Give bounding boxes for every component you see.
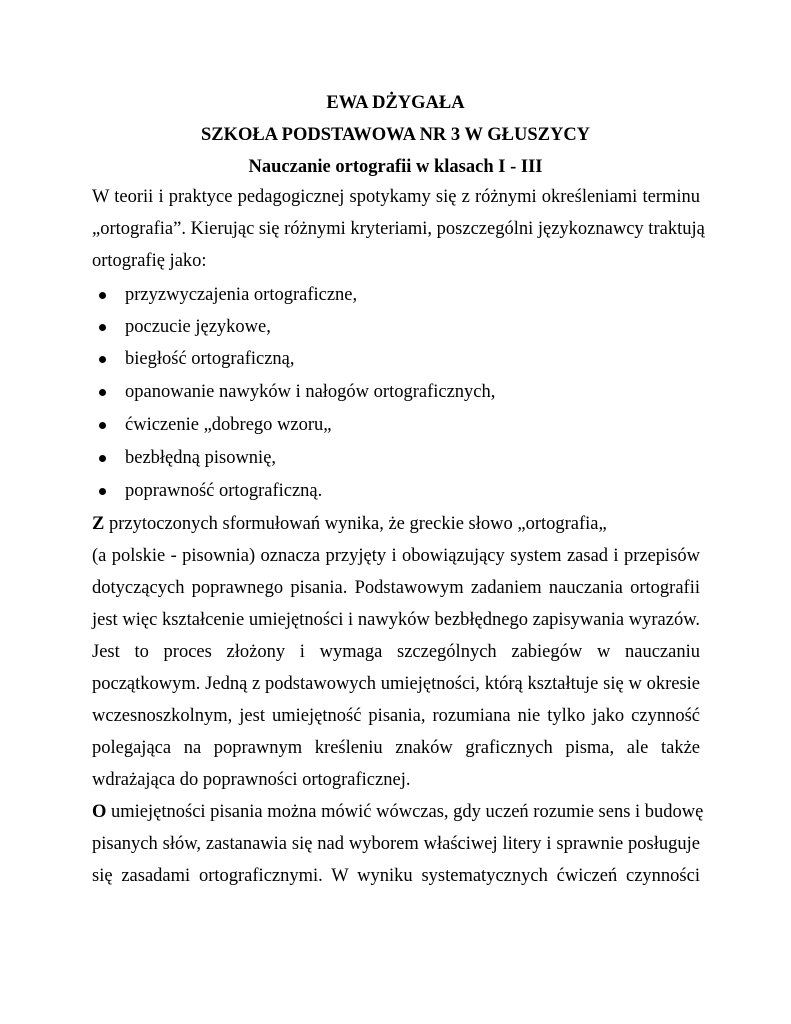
paragraph-2-line: pisanych słów, zastanawia się nad wyborem właściwej litery i sprawnie posługuje bbox=[92, 834, 700, 854]
intro-line-2: „ortografia”. Kierując się różnymi kryteriami, poszczególni językoznawcy traktują bbox=[92, 219, 705, 239]
intro-line-3: ortografię jako: bbox=[92, 251, 207, 271]
bullet-icon bbox=[99, 422, 106, 429]
list-item-text: poczucie językowe, bbox=[125, 317, 271, 337]
list-item-text: ćwiczenie „dobrego wzoru„ bbox=[125, 415, 332, 435]
list-item-text: przyzwyczajenia ortograficzne, bbox=[125, 285, 358, 305]
paragraph-2-first-line bbox=[92, 801, 704, 823]
paragraph-1-line: wczesnoszkolnym, jest umiejętność pisania, rozumiana nie tylko jako czynność bbox=[92, 706, 700, 726]
paragraph-1-line: początkowym. Jedną z podstawowych umiejętności, którą kształtuje się w okresie bbox=[92, 674, 700, 694]
bullet-icon bbox=[99, 455, 106, 462]
list-item-text: biegłość ortograficzną, bbox=[125, 349, 295, 369]
bullet-icon bbox=[99, 488, 106, 495]
paragraph-1-initial: Z bbox=[92, 514, 105, 534]
paragraph-1-line: (a polskie - pisownia) oznacza przyjęty i obowiązujący system zasad i przepisów bbox=[92, 546, 700, 566]
paragraph-2-first-text: umiejętności pisania można mówić wówczas, gdy uczeń rozumie sens i budowę bbox=[106, 802, 704, 822]
paragraph-2-initial: O bbox=[92, 802, 107, 822]
list-item-text: bezbłędną pisownię, bbox=[125, 448, 277, 468]
paragraph-1-first-line bbox=[92, 513, 700, 535]
paragraph-1-line: dotyczących poprawnego pisania. Podstawowym zadaniem nauczania ortografii bbox=[92, 578, 700, 598]
paragraph-1-line: wdrażająca do poprawności ortograficznej. bbox=[92, 770, 411, 790]
bullet-icon bbox=[99, 324, 106, 331]
paragraph-1-line: polegająca na poprawnym kreśleniu znaków graficznych pisma, ale także bbox=[92, 738, 700, 758]
paragraph-1-line: jest więc kształcenie umiejętności i nawyków bezbłędnego zapisywania wyrazów. bbox=[92, 610, 700, 630]
list-item-text: opanowanie nawyków i nałogów ortograficznych, bbox=[125, 382, 496, 402]
paragraph-1-line: Jest to proces złożony i wymaga szczególnych zabiegów w nauczaniu bbox=[92, 642, 700, 662]
bullet-icon bbox=[99, 389, 106, 396]
paragraph-1-first-text: przytoczonych sformułowań wynika, że greckie słowo „ortografia„ bbox=[104, 514, 607, 534]
intro-line-1: W teorii i praktyce pedagogicznej spotykamy się z różnymi określeniami terminu bbox=[92, 187, 700, 207]
bullet-icon bbox=[99, 356, 106, 363]
list-item-text: poprawność ortograficzną. bbox=[125, 481, 323, 501]
author-name: EWA DŻYGAŁA bbox=[326, 93, 465, 113]
document-title: Nauczanie ortografii w klasach I - III bbox=[248, 157, 543, 177]
school-name: SZKOŁA PODSTAWOWA NR 3 W GŁUSZYCY bbox=[200, 125, 591, 145]
bullet-icon bbox=[99, 292, 106, 299]
paragraph-2-line: się zasadami ortograficznymi. W wyniku systematycznych ćwiczeń czynności bbox=[92, 866, 700, 886]
